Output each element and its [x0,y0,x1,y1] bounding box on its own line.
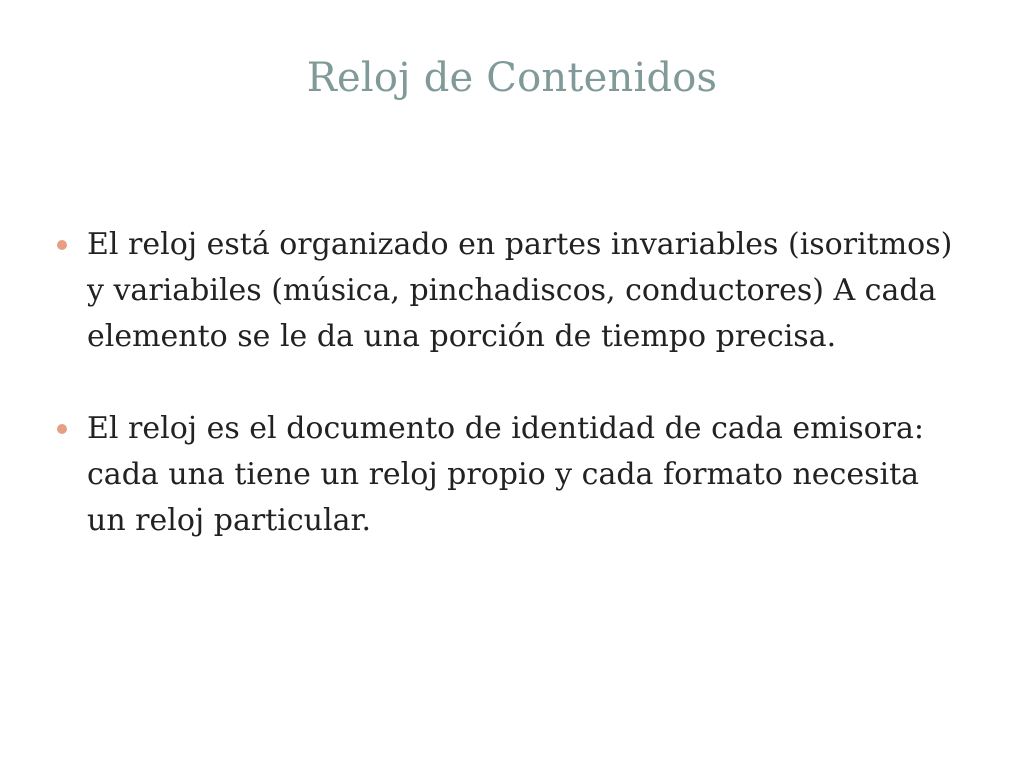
bullet-list [56,222,956,590]
bullet-item [56,406,956,544]
slide-title: Reloj de Contenidos [306,55,718,101]
bullet-dot-icon [57,424,67,434]
bullet-dot-icon [57,240,67,250]
bullet-item [56,222,956,360]
bullet-text: El reloj está organizado en partes invariables (isoritmos) y variabiles (música, pinchadiscos, conductores) A cada elemento se le da una porción de tiempo precisa. [87,227,953,354]
bullet-text: El reloj es el documento de identidad de cada emisora: cada una tiene un reloj propio y cada formato necesita un reloj particular. [87,411,924,538]
